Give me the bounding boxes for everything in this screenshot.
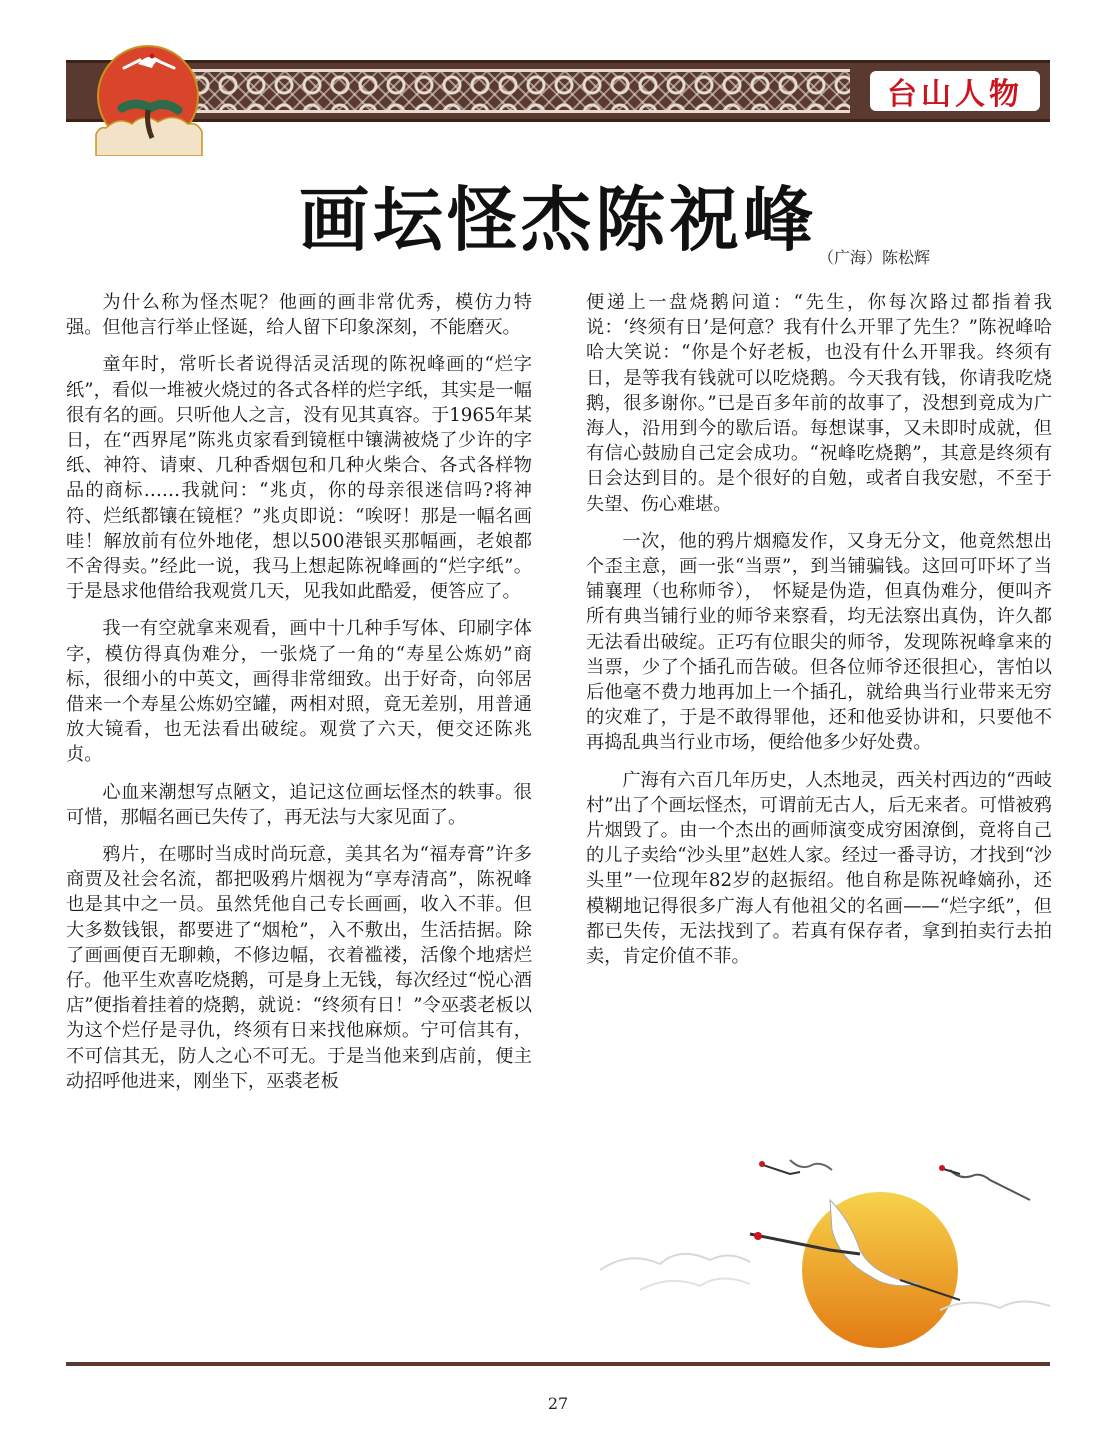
pattern-edge-bottom [186,110,850,113]
article-title: 画坛怪杰陈祝峰 [299,179,817,261]
paragraph: 广海有六百几年历史，人杰地灵，西关村西边的“西岐村”出了个画坛怪杰，可谓前无古人，后无来者。可惜被鸦片烟毁了。由一个杰出的画师演变成穷困潦倒，竟将自己的儿子卖给“沙头里”赵姓人家。经过一番寻访，才找到“沙头里”一位现年82岁的赵振绍。他自称是陈祝峰嫡孙，还模糊地记得很多广海人有他祖父的名画——“烂字纸”，但都已失传，无法找到了。若真有保存者，拿到拍卖行去拍卖，肯定价值不菲。 [586,769,1052,968]
lattice-pattern [186,71,850,111]
page-number: 27 [547,1394,569,1413]
crane-sun-illustration-icon [600,1150,1060,1350]
section-label: 台山人物 [870,71,1040,111]
right-column [586,290,1052,981]
paragraph: 为什么称为怪杰呢？他画的画非常优秀，模仿力特强。但他言行举止怪诞，给人留下印象深刻，不能磨灭。 [66,292,532,339]
paragraph: 我一有空就拿来观看，画中十几种手写体、印刷字体字，模仿得真伪难分，一张烧了一角的“寿星公炼奶”商标，很细小的中英文，画得非常细致。出于好奇，向邻居借来一个寿星公炼奶空罐，两相对照，竟无差别，用普通放大镜看，也无法看出破绽。观赏了六天，便交还陈兆贞。 [66,618,532,766]
paragraph: 一次，他的鸦片烟瘾发作，又身无分文，他竟然想出个歪主意，画一张“当票”，到当铺骗钱。这回可吓坏了当铺襄理（也称师爷）， 怀疑是伪造，但真伪难分，便叫齐所有典当铺行业的师爷来察看，均无法察出真伪，许久都无法看出破绽。正巧有位眼尖的师爷，发现陈祝峰拿来的当票，少了个插孔而告破。但各位师爷还很担心，害怕以后他毫不费力地再加上一个插孔，就给典当行业带来无穷的灾难了，于是不敢得罪他，还和他妥协讲和，只要他不再捣乱典当行业市场，便给他多少好处费。 [586,530,1052,754]
footer-rule [66,1362,1050,1366]
article-byline: （广海）陈松辉 [817,248,930,267]
paragraph-continuation: 便递上一盘烧鹅问道：“先生，你每次路过都指着我说：‘终须有日’是何意？我有什么开罪了先生？”陈祝峰哈哈大笑说：“你是个好老板，也没有什么开罪我。终须有日，是等我有钱就可以吃烧鹅。今天我有钱，你请我吃烧鹅，很多谢你。”已是百多年前的故事了，没想到竟成为广海人，沿用到今的歇后语。每想谋事，又未即时成就，但有信心鼓励自己定会成功。“祝峰吃烧鹅”，其意是终须有日会达到目的。是个很好的自勉，或者自我安慰，不至于失望、伤心难堪。 [586,292,1052,515]
paragraph: 心血来潮想写点陋文，追记这位画坛怪杰的轶事。很可惜，那幅名画已失传了，再无法与大家见面了。 [66,781,532,828]
sun-crane-emblem-icon [88,38,208,156]
paragraph: 鸦片，在哪时当成时尚玩意，美其名为“福寿膏”许多商贾及社会名流，都把吸鸦片烟视为“享寿清高”，陈祝峰也是其中之一员。虽然凭他自己专长画画，收入不菲。但大多数钱银，都要进了“烟枪”，入不敷出，生活拮据。除了画画便百无聊赖，不修边幅，衣着褴褛，活像个地痞烂仔。他平生欢喜吃烧鹅，可是身上无钱，每次经过“悦心酒店”便指着挂着的烧鹅，就说：“终须有日！”令巫裘老板以为这个烂仔是寻仇，终须有日来找他麻烦。宁可信其有，不可信其无，防人之心不可无。于是当他来到店前，便主动招呼他进来，刚坐下，巫裘老板 [66,844,532,1092]
header-band [66,60,1050,122]
left-column [66,290,532,1106]
paragraph: 童年时，常听长者说得活灵活现的陈祝峰画的“烂字纸”，看似一堆被火烧过的各式各样的烂字纸，其实是一幅很有名的画。只听他人之言，没有见其真容。于1965年某日，在“西界尾”陈兆贞家看到镜框中镶满被烧了少许的字纸、神符、请柬、几种香烟包和几种火柴合、各式各样物品的商标……我就问：“兆贞，你的母亲很迷信吗?将神符、烂纸都镶在镜框？”兆贞即说：“唉呀！那是一幅名画哇！解放前有位外地佬，想以500港银买那幅画，老娘都不舍得卖。”经此一说，我马上想起陈祝峰画的“烂字纸”。于是恳求他借给我观赏几天，见我如此酷爱，便答应了。 [66,354,532,603]
